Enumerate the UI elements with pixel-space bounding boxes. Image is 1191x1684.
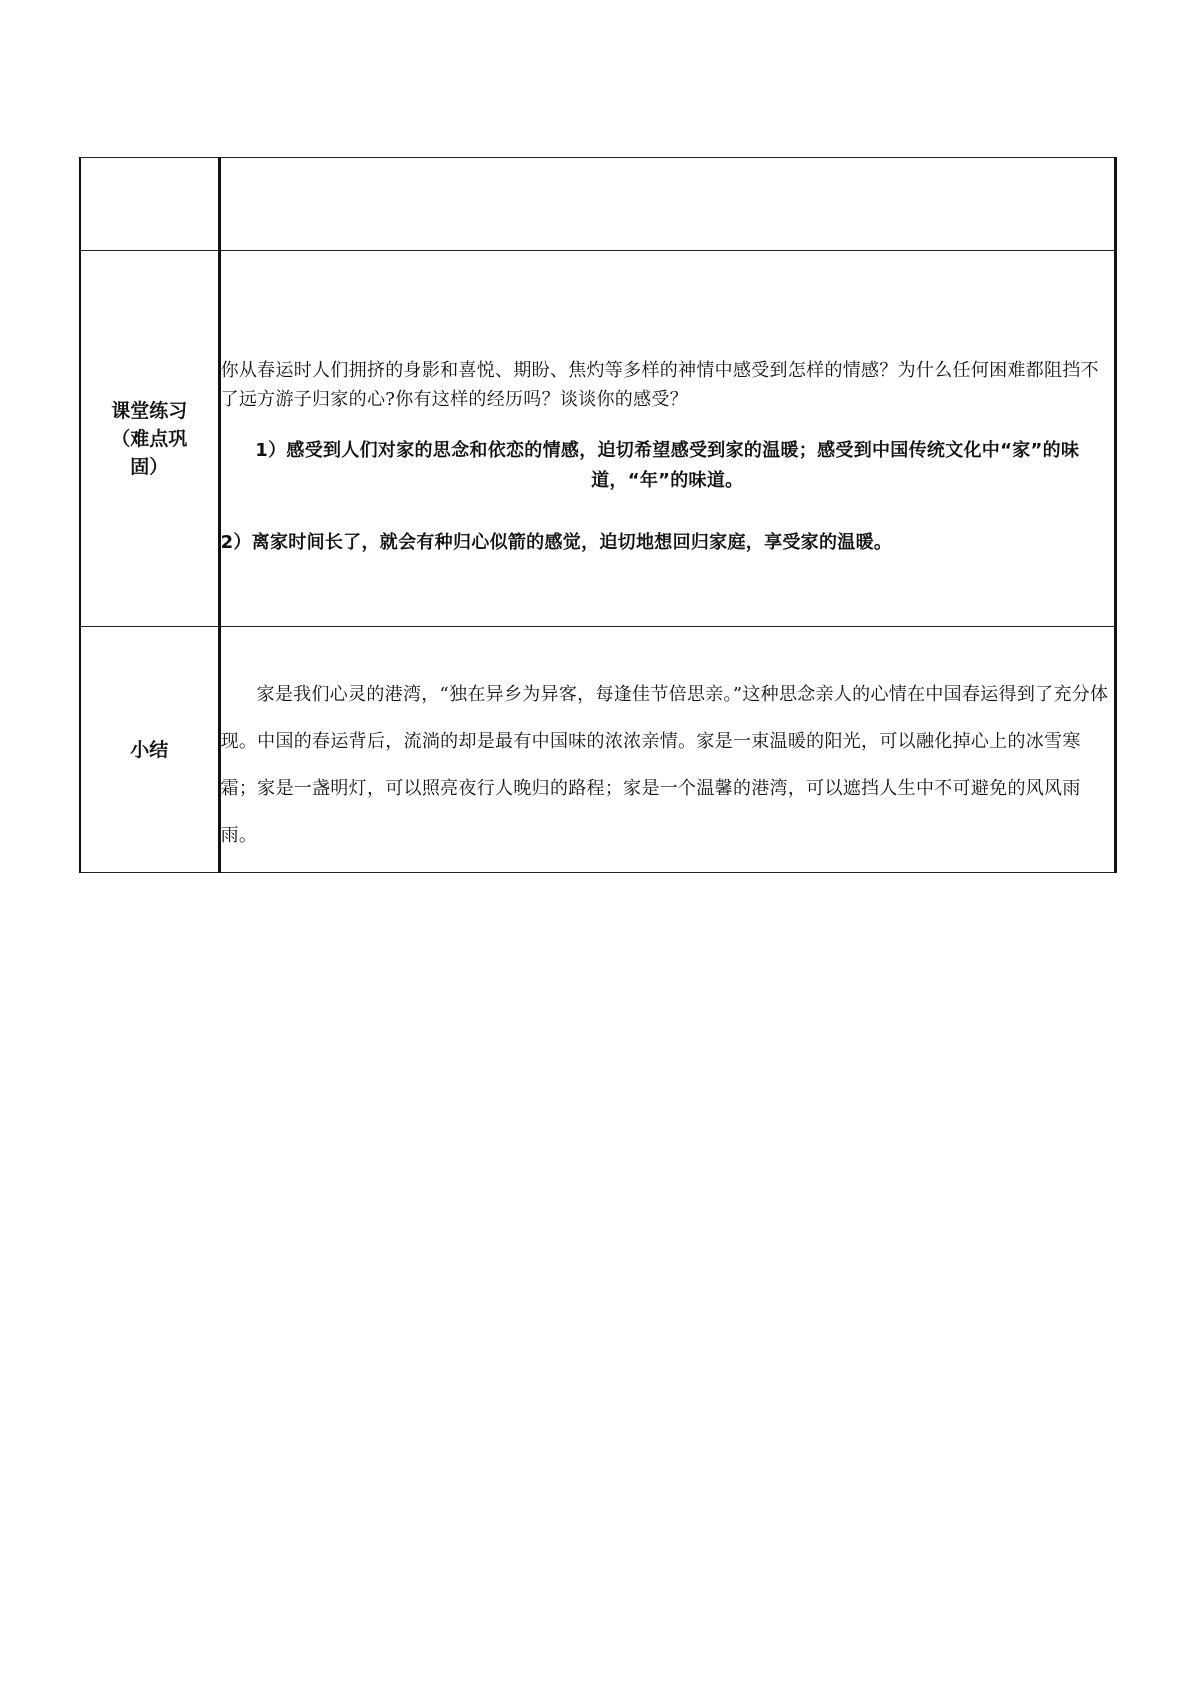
practice-answer-1: 1）感受到人们对家的思念和依恋的情感，迫切希望感受到家的温暖；感受到中国传统文化中“家”的味道，“年”的味道。 xyxy=(255,439,1080,491)
table-row-empty xyxy=(80,158,1116,251)
table-row-summary xyxy=(80,627,1116,873)
practice-content-cell xyxy=(219,251,1115,627)
practice-question: 你从春运时人们拥挤的身影和喜悦、期盼、焦灼等多样的神情中感受到怎样的情感？为什么任何困难都阻挡不了远方游子归家的心?你有这样的经历吗？谈谈你的感受？ xyxy=(220,359,1099,410)
summary-content-cell xyxy=(219,627,1115,873)
row-label-cell xyxy=(80,627,219,873)
table-row-practice xyxy=(80,251,1116,627)
row-content-cell xyxy=(219,158,1115,251)
row-label-cell xyxy=(80,251,219,627)
summary-text: 家是我们心灵的港湾，“独在异乡为异客，每逢佳节倍思亲。”这种思念亲人的心情在中国春运得到了充分体现。中国的春运背后，流淌的却是最有中国味的浓浓亲情。家是一束温暖的阳光，可以融化掉心上的冰雪寒霜；家是一盏明灯，可以照亮夜行人晚归的路程；家是一个温馨的港湾，可以遮挡人生中不可避免的风风雨雨。 xyxy=(220,683,1109,846)
row-label-cell xyxy=(80,158,219,251)
summary-label: 小结 xyxy=(130,738,169,761)
lesson-table xyxy=(79,157,1117,873)
practice-answer-2: 2）离家时间长了，就会有种归心似箭的感觉，迫切地想回归家庭，享受家的温暖。 xyxy=(220,531,893,553)
practice-label: 课堂练习（难点巩固） xyxy=(111,399,188,478)
